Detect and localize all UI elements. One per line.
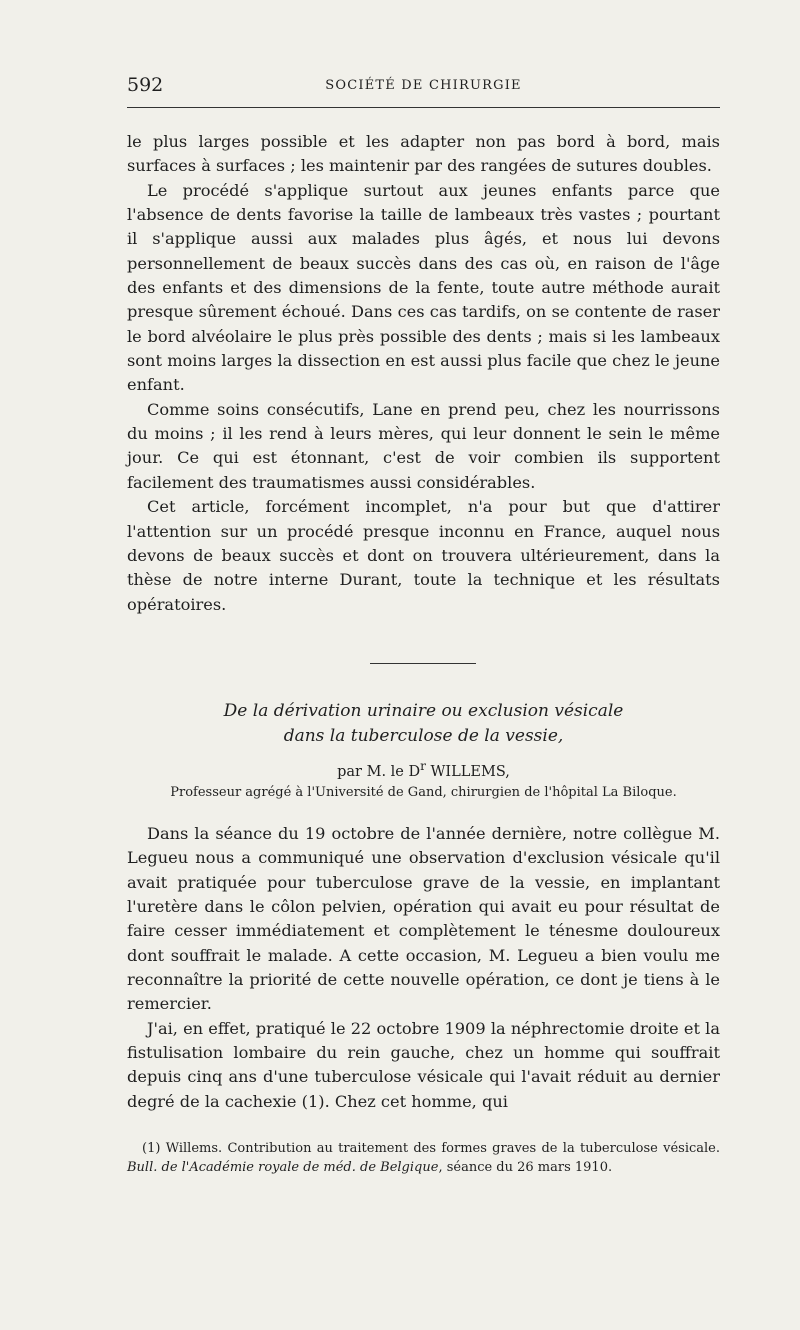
article-title-line-2: dans la tuberculose de la vessie,: [283, 726, 564, 746]
article-body: [127, 822, 720, 1114]
previous-article-conclusion: [127, 130, 720, 617]
byline-superscript: r: [420, 759, 426, 773]
footnote-text-before: (1) Willems. Contribution au traitement des formes graves de la tuberculose vésicale.: [142, 1141, 720, 1156]
footnote-journal: Bull. de l'Académie royale de méd. de Belgique: [127, 1160, 439, 1175]
paragraph: Le procédé s'applique surtout aux jeunes enfants parce que l'absence de dents favorise la taille de lambeaux très vastes ; pourtant il s'applique aussi aux malades plus âgés, et nous lui devons personnellement de beaux succès dans des cas où, en raison de l'âge des enfants et des dimensions de la fente, toute autre méthode aurait presque sûrement échoué. Dans ces cas tardifs, on se contente de raser le bord alvéolaire le plus près possible des dents ; mais si les lambeaux sont moins larges la dissection en est aussi plus facile que chez le jeune enfant.: [127, 180, 720, 395]
section-divider: [370, 663, 476, 664]
paragraph: Cet article, forcément incomplet, n'a pour but que d'attirer l'attention sur un procédé presque inconnu en France, auquel nous devons de beaux succès et dont on trouvera ultérieurement, dans la thèse de notre interne Durant, toute la technique et les résultats opératoires.: [127, 497, 720, 614]
header-rule: [127, 107, 720, 108]
footnote-text-after: , séance du 26 mars 1910.: [438, 1160, 613, 1175]
byline-prefix: par M. le D: [337, 763, 421, 780]
page-number: 592: [127, 74, 164, 96]
paragraph: Comme soins consécutifs, Lane en prend peu, chez les nourrissons du moins ; il les rend à leurs mères, qui leur donnent le sein le même jour. Ce qui est étonnant, c'est de voir combien ils supportent facilement des traumatismes aussi considérables.: [127, 399, 720, 492]
author-name: WILLEMS,: [430, 763, 510, 780]
article-title-line-1: De la dérivation urinaire ou exclusion vésicale: [223, 701, 624, 721]
footnote: [127, 1139, 720, 1177]
page-header: [127, 74, 720, 98]
article-heading: [127, 699, 720, 803]
running-head: SOCIÉTÉ DE CHIRURGIE: [325, 78, 522, 93]
footnote-text: [127, 1139, 720, 1177]
paragraph-continuation: le plus larges possible et les adapter non pas bord à bord, mais surfaces à surfaces ; les maintenir par des rangées de sutures doubles.: [127, 132, 720, 176]
byline: [127, 755, 720, 783]
paragraph: Dans la séance du 19 octobre de l'année dernière, notre collègue M. Legueu nous a communiqué une observation d'exclusion vésicale qu'il avait pratiquée pour tuberculose grave de la vessie, en implantant l'uretère dans le côlon pelvien, opération qui avait eu pour résultat de faire cesser immédiatement et complètement le ténesme douloureux dont souffrait le malade. A cette occasion, M. Legueu a bien voulu me reconnaître la priorité de cette nouvelle opération, ce dont je tiens à le remercier.: [127, 824, 720, 1014]
author-affiliation: Professeur agrégé à l'Université de Gand, chirurgien de l'hôpital La Biloque.: [170, 784, 677, 800]
paragraph: J'ai, en effet, pratiqué le 22 octobre 1909 la néphrectomie droite et la fistulisation lombaire du rein gauche, chez un homme qui souffrait depuis cinq ans d'une tuberculose vésicale qui l'avait réduit au dernier degré de la cachexie (1). Chez cet homme, qui: [127, 1018, 720, 1111]
